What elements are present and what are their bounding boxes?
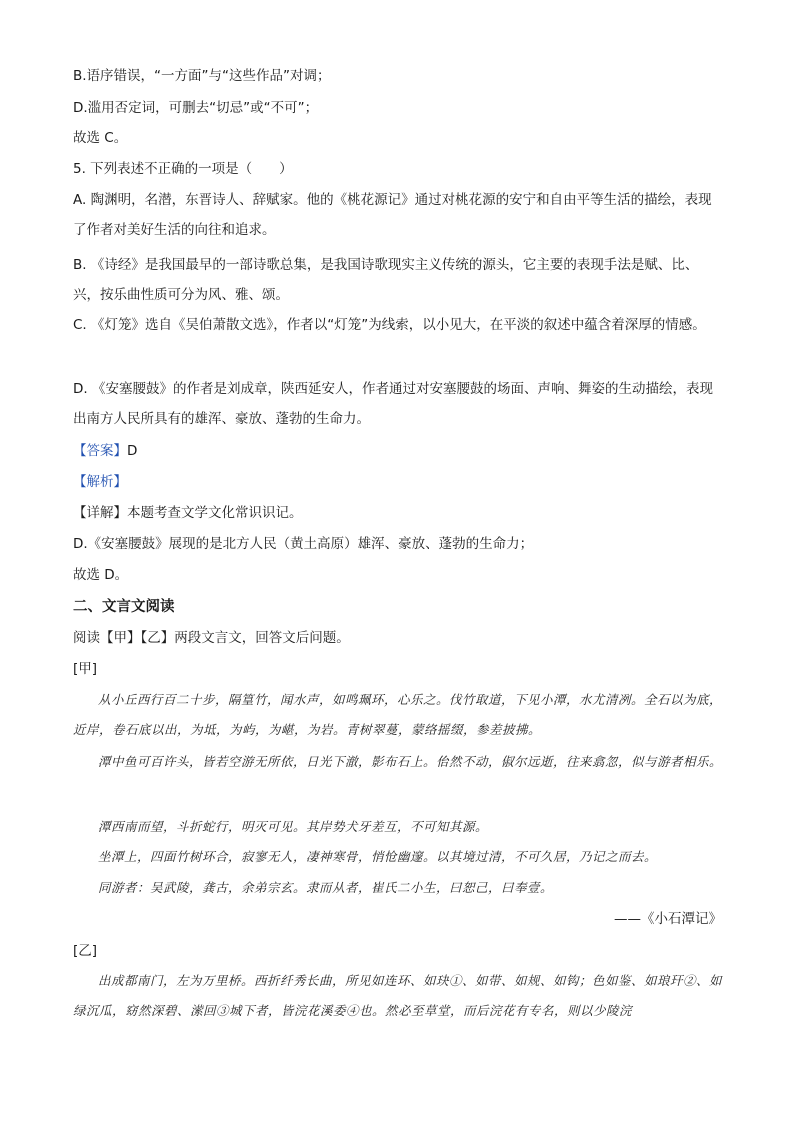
choose-c: 故选 C。	[73, 130, 128, 146]
label-yi: [乙]	[73, 943, 98, 959]
answer-row	[73, 441, 137, 461]
instruction: 阅读【甲】【乙】两段文言文，回答文后问题。	[73, 630, 350, 646]
section-heading: 二、文言文阅读	[73, 599, 175, 615]
question-5: 5. 下列表述不正确的一项是（ ）	[73, 161, 293, 177]
passage-jia-p4: 坐潭上，四面竹树环合，寂寥无人，凄神寒骨，悄怆幽邃。以其境过清，不可久居，乃记之而去。	[98, 849, 658, 864]
d-note: D.《安塞腰鼓》展现的是北方人民（黄土高原）雄浑、豪放、蓬勃的生命力；	[73, 536, 534, 552]
analysis-row	[73, 472, 127, 492]
option-c: C. 《灯笼》选自《吴伯萧散文选》，作者以“灯笼”为线索，以小见大，在平淡的叙述中蕴含着深厚的情感。	[73, 317, 706, 333]
passage-yi-p1: 出成都南门，左为万里桥。西折纤秀长曲，所见如连环、如玦①、如带、如规、如钩；色如鉴、如琅玕②、如绿沉瓜，窈然深碧、潆回③城下者，皆浣花溪委④也。然必至草堂，而后浣花有专名，则以少陵浣	[73, 973, 723, 1018]
analysis-tag: 【解析】	[73, 474, 127, 490]
option-d: D. 《安塞腰鼓》的作者是刘成章，陕西延安人，作者通过对安塞腰鼓的场面、声响、舞姿的生动描绘，表现出南方人民所具有的雄浑、豪放、蓬勃的生命力。	[73, 381, 713, 427]
analysis-line-b: B.语序错误，“一方面”与“这些作品”对调；	[73, 68, 331, 84]
passage-jia-p3: 潭西南而望，斗折蛇行，明灭可见。其岸势犬牙差互，不可知其源。	[98, 819, 489, 834]
analysis-line-d: D.滥用否定词，可删去“切忌”或“不可”；	[73, 100, 319, 116]
option-a: A. 陶渊明，名潜，东晋诗人、辞赋家。他的《桃花源记》通过对桃花源的安宁和自由平等生活的描绘，表现了作者对美好生活的向往和追求。	[73, 192, 712, 238]
option-b: B. 《诗经》是我国最早的一部诗歌总集，是我国诗歌现实主义传统的源头，它主要的表现手法是赋、比、兴，按乐曲性质可分为风、雅、颂。	[73, 257, 699, 303]
answer-tag: 【答案】	[73, 443, 127, 459]
detail-text: 本题考查文学文化常识识记。	[127, 505, 303, 521]
detail-row	[73, 503, 303, 523]
choose-d: 故选 D。	[73, 567, 129, 583]
passage-jia-p1: 从小丘西行百二十步，隔篁竹，闻水声，如鸣珮环，心乐之。伐竹取道，下见小潭，水尤清冽。全石以为底，近岸，卷石底以出，为坻，为屿，为嵁，为岩。青树翠蔓，蒙络摇缀，参差披拂。	[73, 692, 723, 737]
passage-jia-p2: 潭中鱼可百许头，皆若空游无所依，日光下澈，影布石上。佁然不动，俶尔远逝，往来翕忽，似与游者相乐。	[98, 754, 723, 769]
passage-jia-p5: 同游者：吴武陵，龚古，余弟宗玄。隶而从者，崔氏二小生，曰恕己，曰奉壹。	[98, 880, 554, 895]
detail-tag: 【详解】	[73, 505, 127, 521]
label-jia: [甲]	[73, 661, 98, 677]
source-citation: ——《小石潭记》	[614, 911, 722, 927]
answer-value: D	[127, 443, 138, 459]
